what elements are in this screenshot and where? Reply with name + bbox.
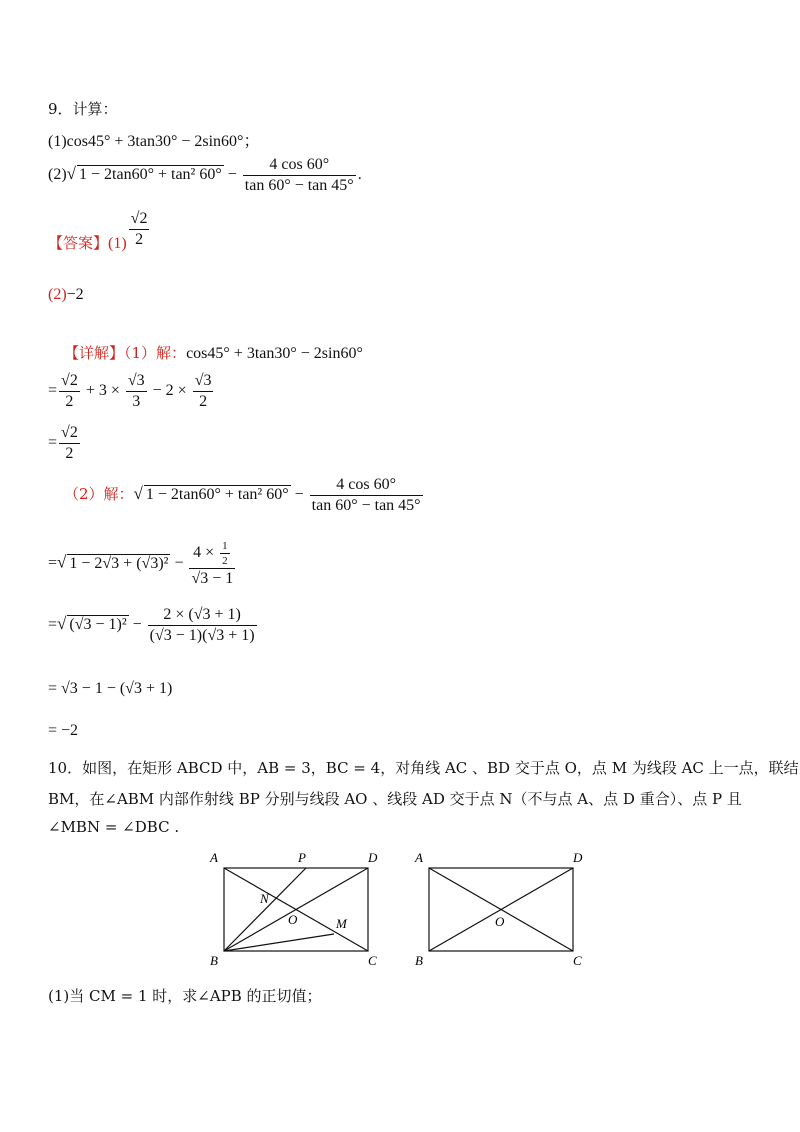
s2-sqrt: (√3 − 1)² xyxy=(69,616,127,634)
equals-sign: = xyxy=(48,434,58,452)
q9-title: 9．计算： xyxy=(48,100,118,118)
q10-sub1: (1)当 CM = 1 时，求∠APB 的正切值； xyxy=(48,987,322,1005)
sqrt-icon: √ xyxy=(133,484,143,504)
detail-part2-label: （2）解： xyxy=(64,485,134,504)
detail-tag: 【详解】 xyxy=(64,344,125,362)
q9-part2-num: 4 cos 60° xyxy=(243,156,356,176)
detail-part1-label: （1）解： xyxy=(124,344,187,362)
answer-2-label: (2) xyxy=(48,286,67,303)
detail-part2-frac xyxy=(310,476,423,515)
frac-num xyxy=(189,540,235,569)
frac-den: 2 xyxy=(199,393,208,410)
label-m: M xyxy=(336,916,347,931)
detail-s2 xyxy=(48,606,259,645)
answer-1-frac xyxy=(129,210,150,249)
detail-part1-expr: cos45° + 3tan30° − 2sin60° xyxy=(186,345,363,362)
sqrt-icon: √ xyxy=(57,552,67,572)
detail-s1 xyxy=(48,540,237,588)
s1-num-coef: 4 × xyxy=(193,544,219,562)
frac-den: 3 xyxy=(132,393,141,410)
step2-frac xyxy=(59,424,80,463)
frac-den: 2 xyxy=(222,555,228,567)
q9-part2-minus: − xyxy=(223,166,241,184)
label-d: D xyxy=(368,850,378,865)
ray-bp xyxy=(224,868,306,951)
operator: − 2 × xyxy=(148,382,191,400)
q9-part1-expr: cos45° + 3tan30° − 2sin60° xyxy=(66,133,244,150)
q9-part2 xyxy=(48,156,362,195)
frac-num: √3 xyxy=(126,372,147,392)
detail-step1 xyxy=(48,372,215,411)
detail-part2-sqrt: 1 − 2tan60° + tan² 60° xyxy=(145,486,289,504)
q9-part2-frac xyxy=(243,156,356,195)
label-c: C xyxy=(573,953,582,968)
frac-num: √2 xyxy=(59,372,80,392)
q10-line2: BM，在∠ABM 内部作射线 BP 分别与线段 AO 、线段 AD 交于点 N（不与点 A、点 D 重合）、点 P 且 xyxy=(48,790,742,808)
frac-num: 1 xyxy=(222,540,228,552)
q9-part2-label: (2) xyxy=(48,166,67,184)
sqrt-icon: √ xyxy=(66,164,76,184)
label-c: C xyxy=(368,953,377,968)
frac-num: 2 × (√3 + 1) xyxy=(148,606,257,626)
operator: − xyxy=(290,486,308,504)
operator: − xyxy=(128,616,146,634)
sqrt-icon: √ xyxy=(57,614,67,634)
label-p: P xyxy=(298,850,306,865)
figure-2 xyxy=(405,848,595,973)
equals-sign: = xyxy=(48,616,58,634)
label-a: A xyxy=(415,850,423,865)
q10-line1: 10．如图，在矩形 ABCD 中，AB = 3，BC = 4，对角线 AC 、BD 交于点 O，点 M 为线段 AC 上一点，联结 xyxy=(48,759,799,777)
operator: + 3 × xyxy=(81,382,124,400)
figure-1 xyxy=(200,848,400,973)
frac-num: √3 xyxy=(193,372,214,392)
q9-part1 xyxy=(48,128,259,151)
answer-1-den: 2 xyxy=(135,231,144,248)
s1-frac xyxy=(189,540,235,588)
detail-part2-head xyxy=(64,476,425,515)
frac-den: √3 − 1 xyxy=(191,570,234,587)
q10-line3: ∠MBN = ∠DBC . xyxy=(48,818,180,836)
frac-num: 4 cos 60° xyxy=(310,476,423,496)
operator: − xyxy=(170,554,188,572)
answer-1-label: (1) xyxy=(108,234,127,252)
q9-part1-label: (1) xyxy=(48,133,67,150)
equals-sign: = xyxy=(48,554,58,572)
answer-2-value: −2 xyxy=(66,286,84,303)
label-o: O xyxy=(288,912,298,927)
answer-1-num: √2 xyxy=(129,210,150,230)
detail-part1-head xyxy=(64,342,363,363)
label-b: B xyxy=(210,953,218,968)
detail-step2 xyxy=(48,424,82,463)
detail-s3: = √3 − 1 − (√3 + 1) xyxy=(48,680,173,697)
answer-line1 xyxy=(48,210,151,252)
label-n: N xyxy=(260,891,269,906)
detail-s4: = −2 xyxy=(48,722,79,739)
label-o: O xyxy=(495,914,505,929)
step1-frac-b xyxy=(126,372,147,411)
label-b: B xyxy=(415,953,423,968)
frac-den: 2 xyxy=(65,445,74,462)
q9-part2-sqrt: 1 − 2tan60° + tan² 60° xyxy=(79,166,222,184)
frac-den: (√3 − 1)(√3 + 1) xyxy=(149,627,255,644)
equals-sign: = xyxy=(48,382,58,400)
frac-num: √2 xyxy=(59,424,80,444)
q9-part2-den: tan 60° − tan 45° xyxy=(244,177,354,194)
step1-frac-a xyxy=(59,372,80,411)
q9-part2-end: . xyxy=(357,166,362,184)
step1-frac-c xyxy=(193,372,214,411)
s1-inner-frac xyxy=(220,540,230,567)
frac-den: 2 xyxy=(65,393,74,410)
s1-sqrt: 1 − 2√3 + (√3)² xyxy=(69,554,169,572)
frac-den: tan 60° − tan 45° xyxy=(311,497,421,514)
answer-tag: 【答案】 xyxy=(48,233,109,252)
answer-line2 xyxy=(48,286,84,304)
s2-frac xyxy=(148,606,257,645)
label-a: A xyxy=(210,850,218,865)
label-d: D xyxy=(573,850,583,865)
segment-bm xyxy=(224,934,334,951)
q9-part1-end: ； xyxy=(243,133,260,150)
